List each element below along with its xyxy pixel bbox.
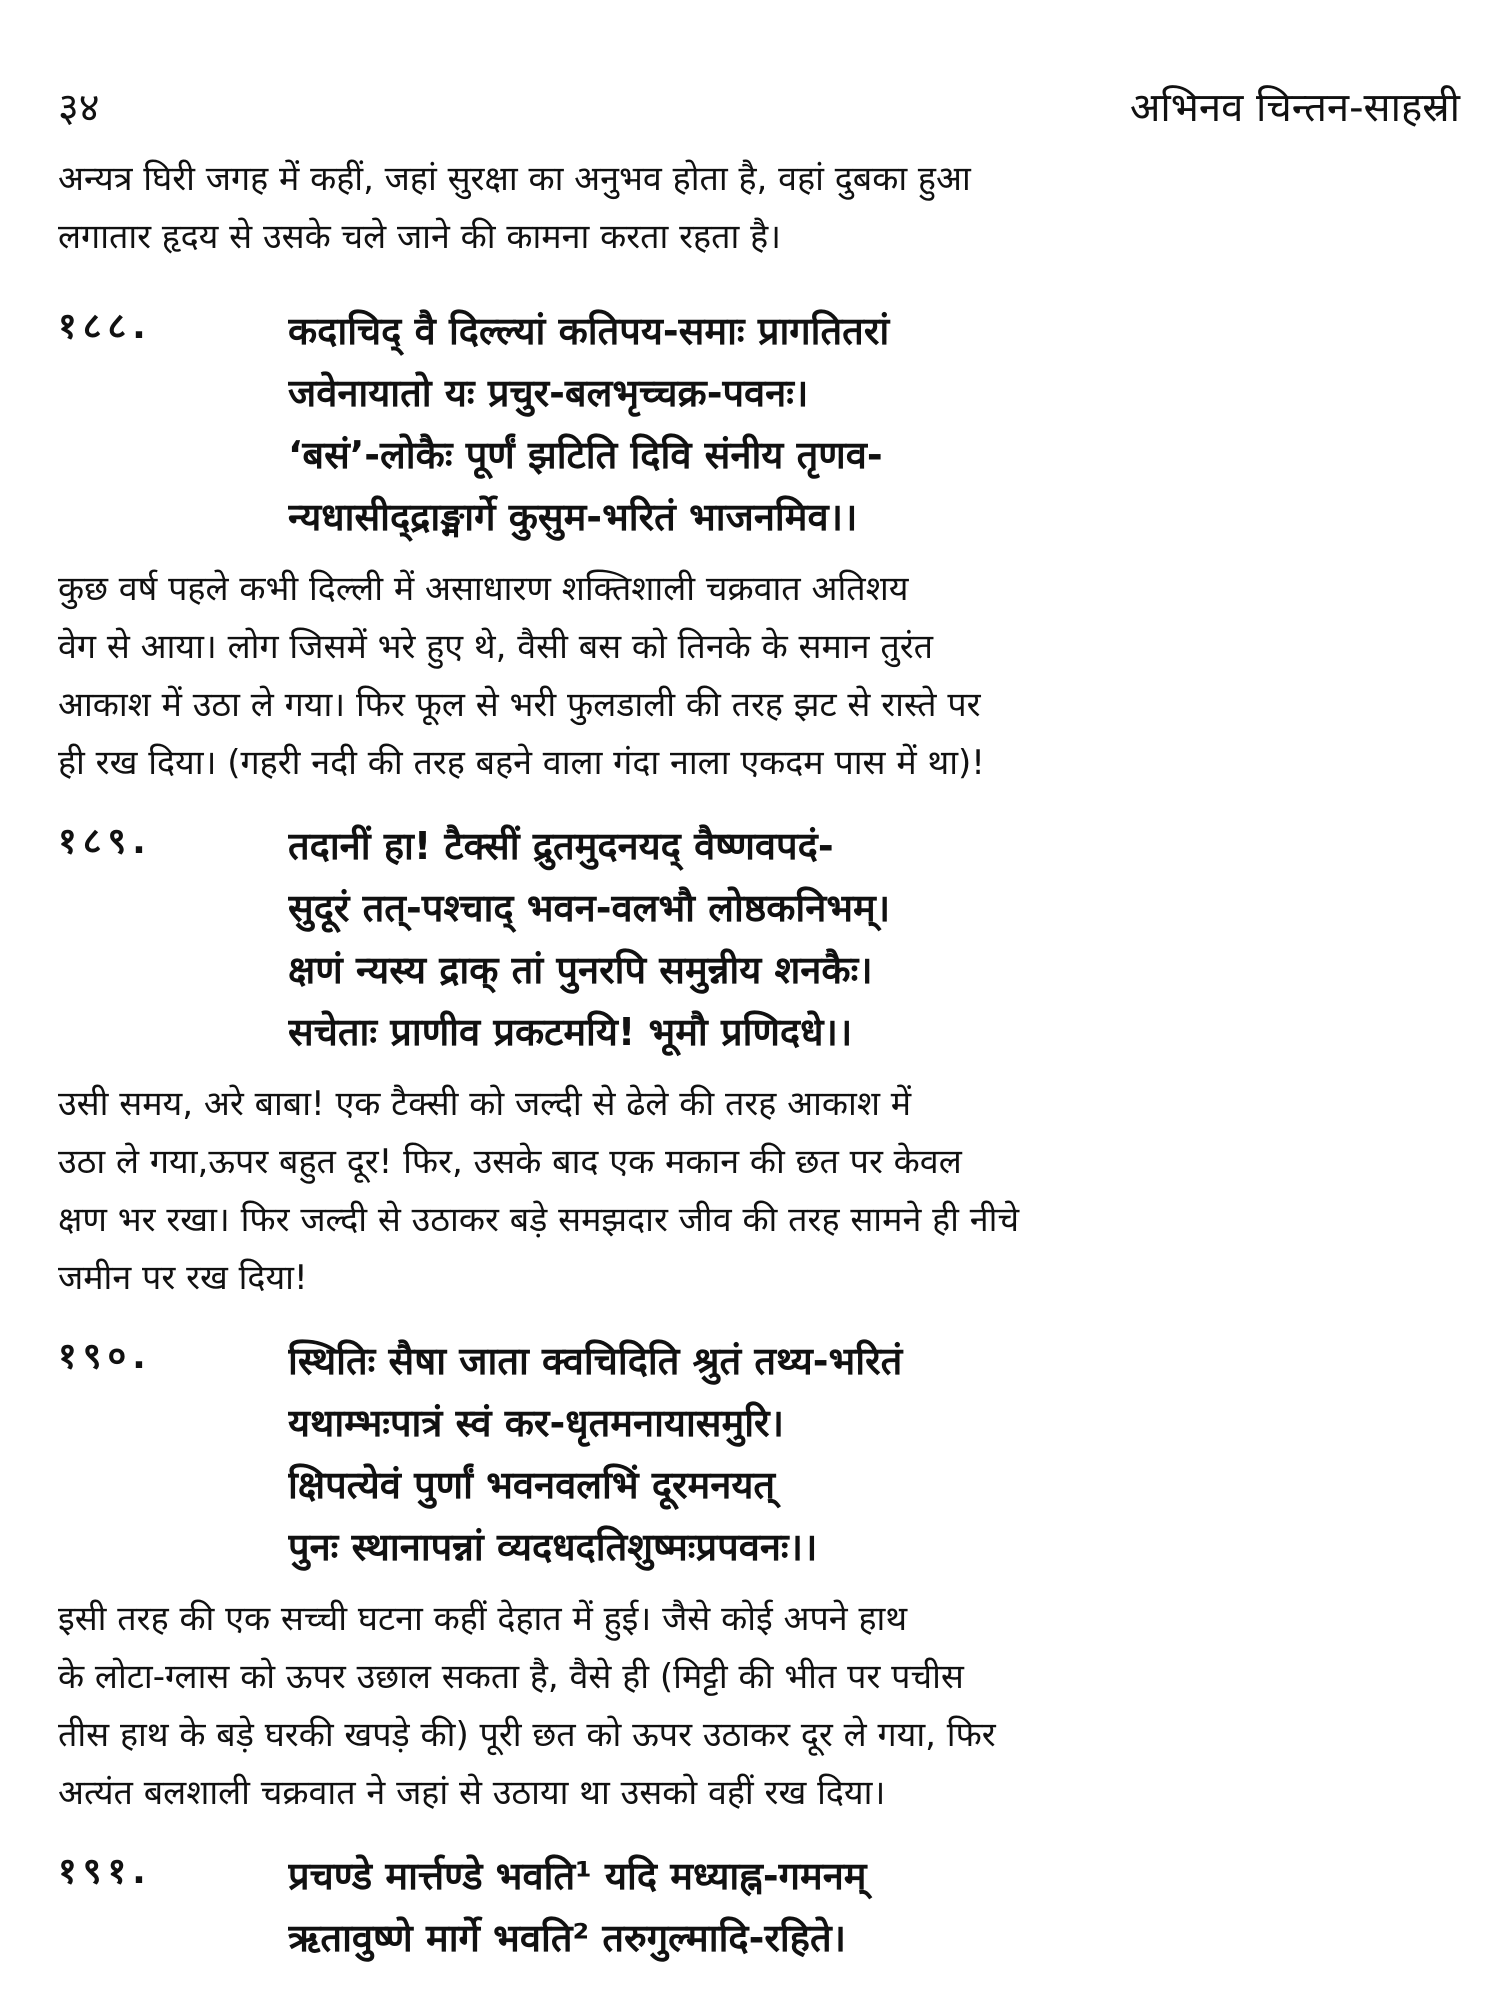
verse-lines [288, 1330, 1268, 1578]
verse-line: क्षिपत्येवं पुर्णां भवनवलभिं दूरमनयत् [288, 1463, 776, 1507]
text-line: अन्यत्र घिरी जगह में कहीं, जहां सुरक्षा का अनुभव होता है, वहां दुबका हुआ [58, 159, 971, 199]
verse-line: क्षणं न्यस्य द्राक् तां पुनरपि समुन्नीय शनकैः। [288, 948, 873, 992]
text-line: क्षण भर रखा। फिर जल्दी से उठाकर बड़े समझदार जीव की तरह सामने ही नीचे [58, 1200, 1020, 1240]
verse-lines [288, 815, 1268, 1063]
verse-number: १९०. [58, 1336, 152, 1377]
text-line: कुछ वर्ष पहले कभी दिल्ली में असाधारण शक्तिशाली चक्रवात अतिशय [58, 569, 909, 609]
verse-line: यथाम्भःपात्रं स्वं कर-धृतमनायासमुरि। [288, 1401, 784, 1445]
text-line: आकाश में उठा ले गया। फिर फूल से भरी फुलडाली की तरह झट से रास्ते पर [58, 685, 981, 725]
verse-line: कदाचिद् वै दिल्ल्यां कतिपय-समाः प्रागतितरां [288, 309, 890, 353]
text-line: ही रख दिया। (गहरी नदी की तरह बहने वाला गंदा नाला एकदम पास में था)! [58, 743, 985, 783]
verse-line: पुनः स्थानापन्नां व्यदधदतिशुष्मःप्रपवनः।। [288, 1525, 818, 1569]
running-title: अभिनव चिन्तन-साहस्री [1129, 85, 1460, 131]
verse-number: १८९. [58, 821, 152, 862]
prose-paragraph [58, 150, 1458, 266]
verse-line: ‘बसं’-लोकैः पूर्णं झटिति दिवि संनीय तृणव- [288, 433, 883, 477]
verse-number: १८८. [58, 306, 152, 347]
verse-line: जवेनायातो यः प्रचुर-बलभृच्चक्र-पवनः। [288, 371, 809, 415]
text-line: लगातार हृदय से उसके चले जाने की कामना करता रहता है। [58, 217, 782, 257]
verse-line: सुदूरं तत्-पश्चाद् भवन-वलभौ लोष्ठकनिभम्। [288, 886, 891, 930]
text-line: अत्यंत बलशाली चक्रवात ने जहां से उठाया था उसको वहीं रख दिया। [58, 1773, 886, 1813]
text-line: इसी तरह की एक सच्ची घटना कहीं देहात में हुई। जैसे कोई अपने हाथ [58, 1599, 908, 1639]
verse-line: न्यधासीद्द्राङ्मार्गे कुसुम-भरितं भाजनमिव।। [288, 495, 858, 539]
text-line: वेग से आया। लोग जिसमें भरे हुए थे, वैसी बस को तिनके के समान तुरंत [58, 627, 933, 667]
text-line: उठा ले गया,ऊपर बहुत दूर! फिर, उसके बाद एक मकान की छत पर केवल [58, 1142, 962, 1182]
text-line: उसी समय, अरे बाबा! एक टैक्सी को जल्दी से ढेले की तरह आकाश में [58, 1084, 912, 1124]
verse-number: १९१. [58, 1851, 152, 1892]
verse-line: तदानीं हा! टैक्सीं द्रुतमुदनयद् वैष्णवपदं- [288, 824, 834, 868]
prose-paragraph [58, 560, 1458, 792]
page-number: ३४ [58, 85, 100, 131]
text-line: जमीन पर रख दिया! [58, 1258, 308, 1298]
verse-lines [288, 300, 1268, 548]
verse-line: ऋतावुष्णे मार्गे भवति² तरुगुल्मादि-रहिते। [288, 1916, 847, 1960]
text-line: के लोटा-ग्लास को ऊपर उछाल सकता है, वैसे ही (मिट्टी की भीत पर पचीस [58, 1657, 964, 1697]
prose-paragraph [58, 1075, 1458, 1307]
text-line: तीस हाथ के बड़े घरकी खपड़े की) पूरी छत को ऊपर उठाकर दूर ले गया, फिर [58, 1715, 996, 1755]
verse-line: स्थितिः सैषा जाता क्वचिदिति श्रुतं तथ्य-भरितं [288, 1339, 903, 1383]
prose-paragraph [58, 1590, 1458, 1822]
verse-lines [288, 1845, 1268, 1969]
verse-line: प्रचण्डे मार्त्तण्डे भवति¹ यदि मध्याह्न-गमनम् [288, 1854, 867, 1898]
verse-line: सचेताः प्राणीव प्रकटमयि! भूमौ प्रणिदधे।। [288, 1010, 853, 1054]
page-header [58, 78, 1460, 138]
